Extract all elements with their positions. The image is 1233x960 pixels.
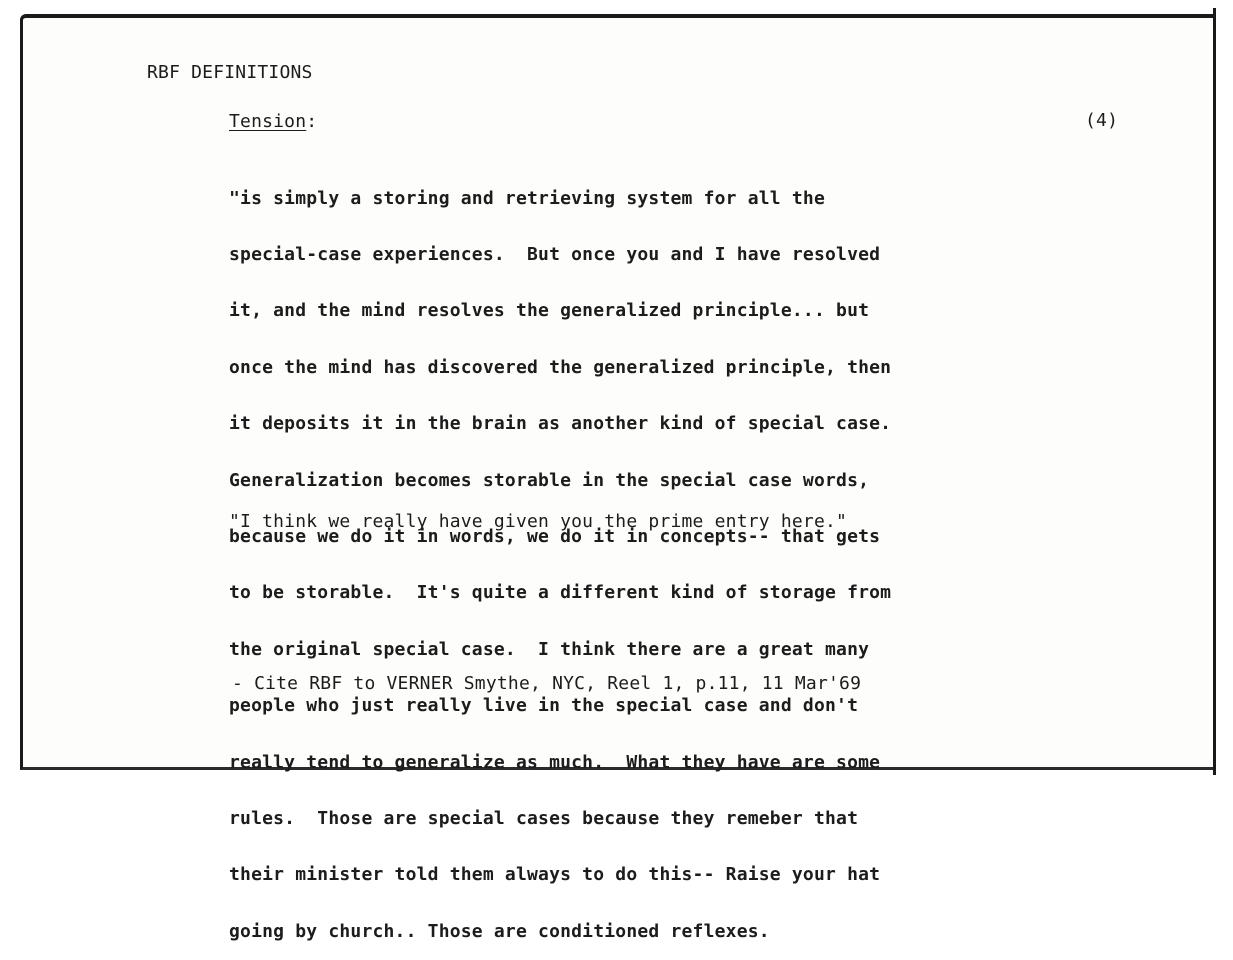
term-word: Tension: [229, 111, 307, 132]
quote-line: it, and the mind resolves the generalized principle... but: [229, 300, 870, 322]
right-border-rule: [1213, 8, 1216, 775]
citation: - Cite RBF to VERNER Smythe, NYC, Reel 1, p.11, 11 Mar'69: [232, 673, 862, 694]
quote-line: their minister told them always to do this-- Raise your hat: [229, 864, 881, 886]
term-heading: [229, 111, 317, 132]
page-number: (4): [1085, 110, 1119, 131]
quote-line: really tend to generalize as much. What they have are some: [229, 751, 881, 773]
document-header: RBF DEFINITIONS: [147, 62, 313, 83]
quote-line: Generalization becomes storable in the special case words,: [229, 469, 870, 491]
quote-line: going by church.. Those are conditioned reflexes.: [229, 920, 770, 942]
quote-line: the original special case. I think there are a great many: [229, 638, 870, 660]
closing-quote: "I think we really have given you the prime entry here.": [229, 511, 848, 532]
quote-line: "is simply a storing and retrieving system for all the: [229, 187, 825, 209]
quote-line: it deposits it in the brain as another kind of special case.: [229, 413, 892, 435]
quote-line: people who just really live in the special case and don't: [229, 695, 859, 717]
quote-line: once the mind has discovered the generalized principle, then: [229, 356, 892, 378]
quote-line: to be storable. It's quite a different kind of storage from: [229, 582, 892, 604]
quote-line: because we do it in words, we do it in concepts-- that gets: [229, 525, 881, 547]
quote-line: special-case experiences. But once you and I have resolved: [229, 243, 881, 265]
term-colon: :: [306, 111, 318, 132]
quote-line: rules. Those are special cases because they remeber that: [229, 807, 859, 829]
definition-quote: [229, 152, 891, 960]
